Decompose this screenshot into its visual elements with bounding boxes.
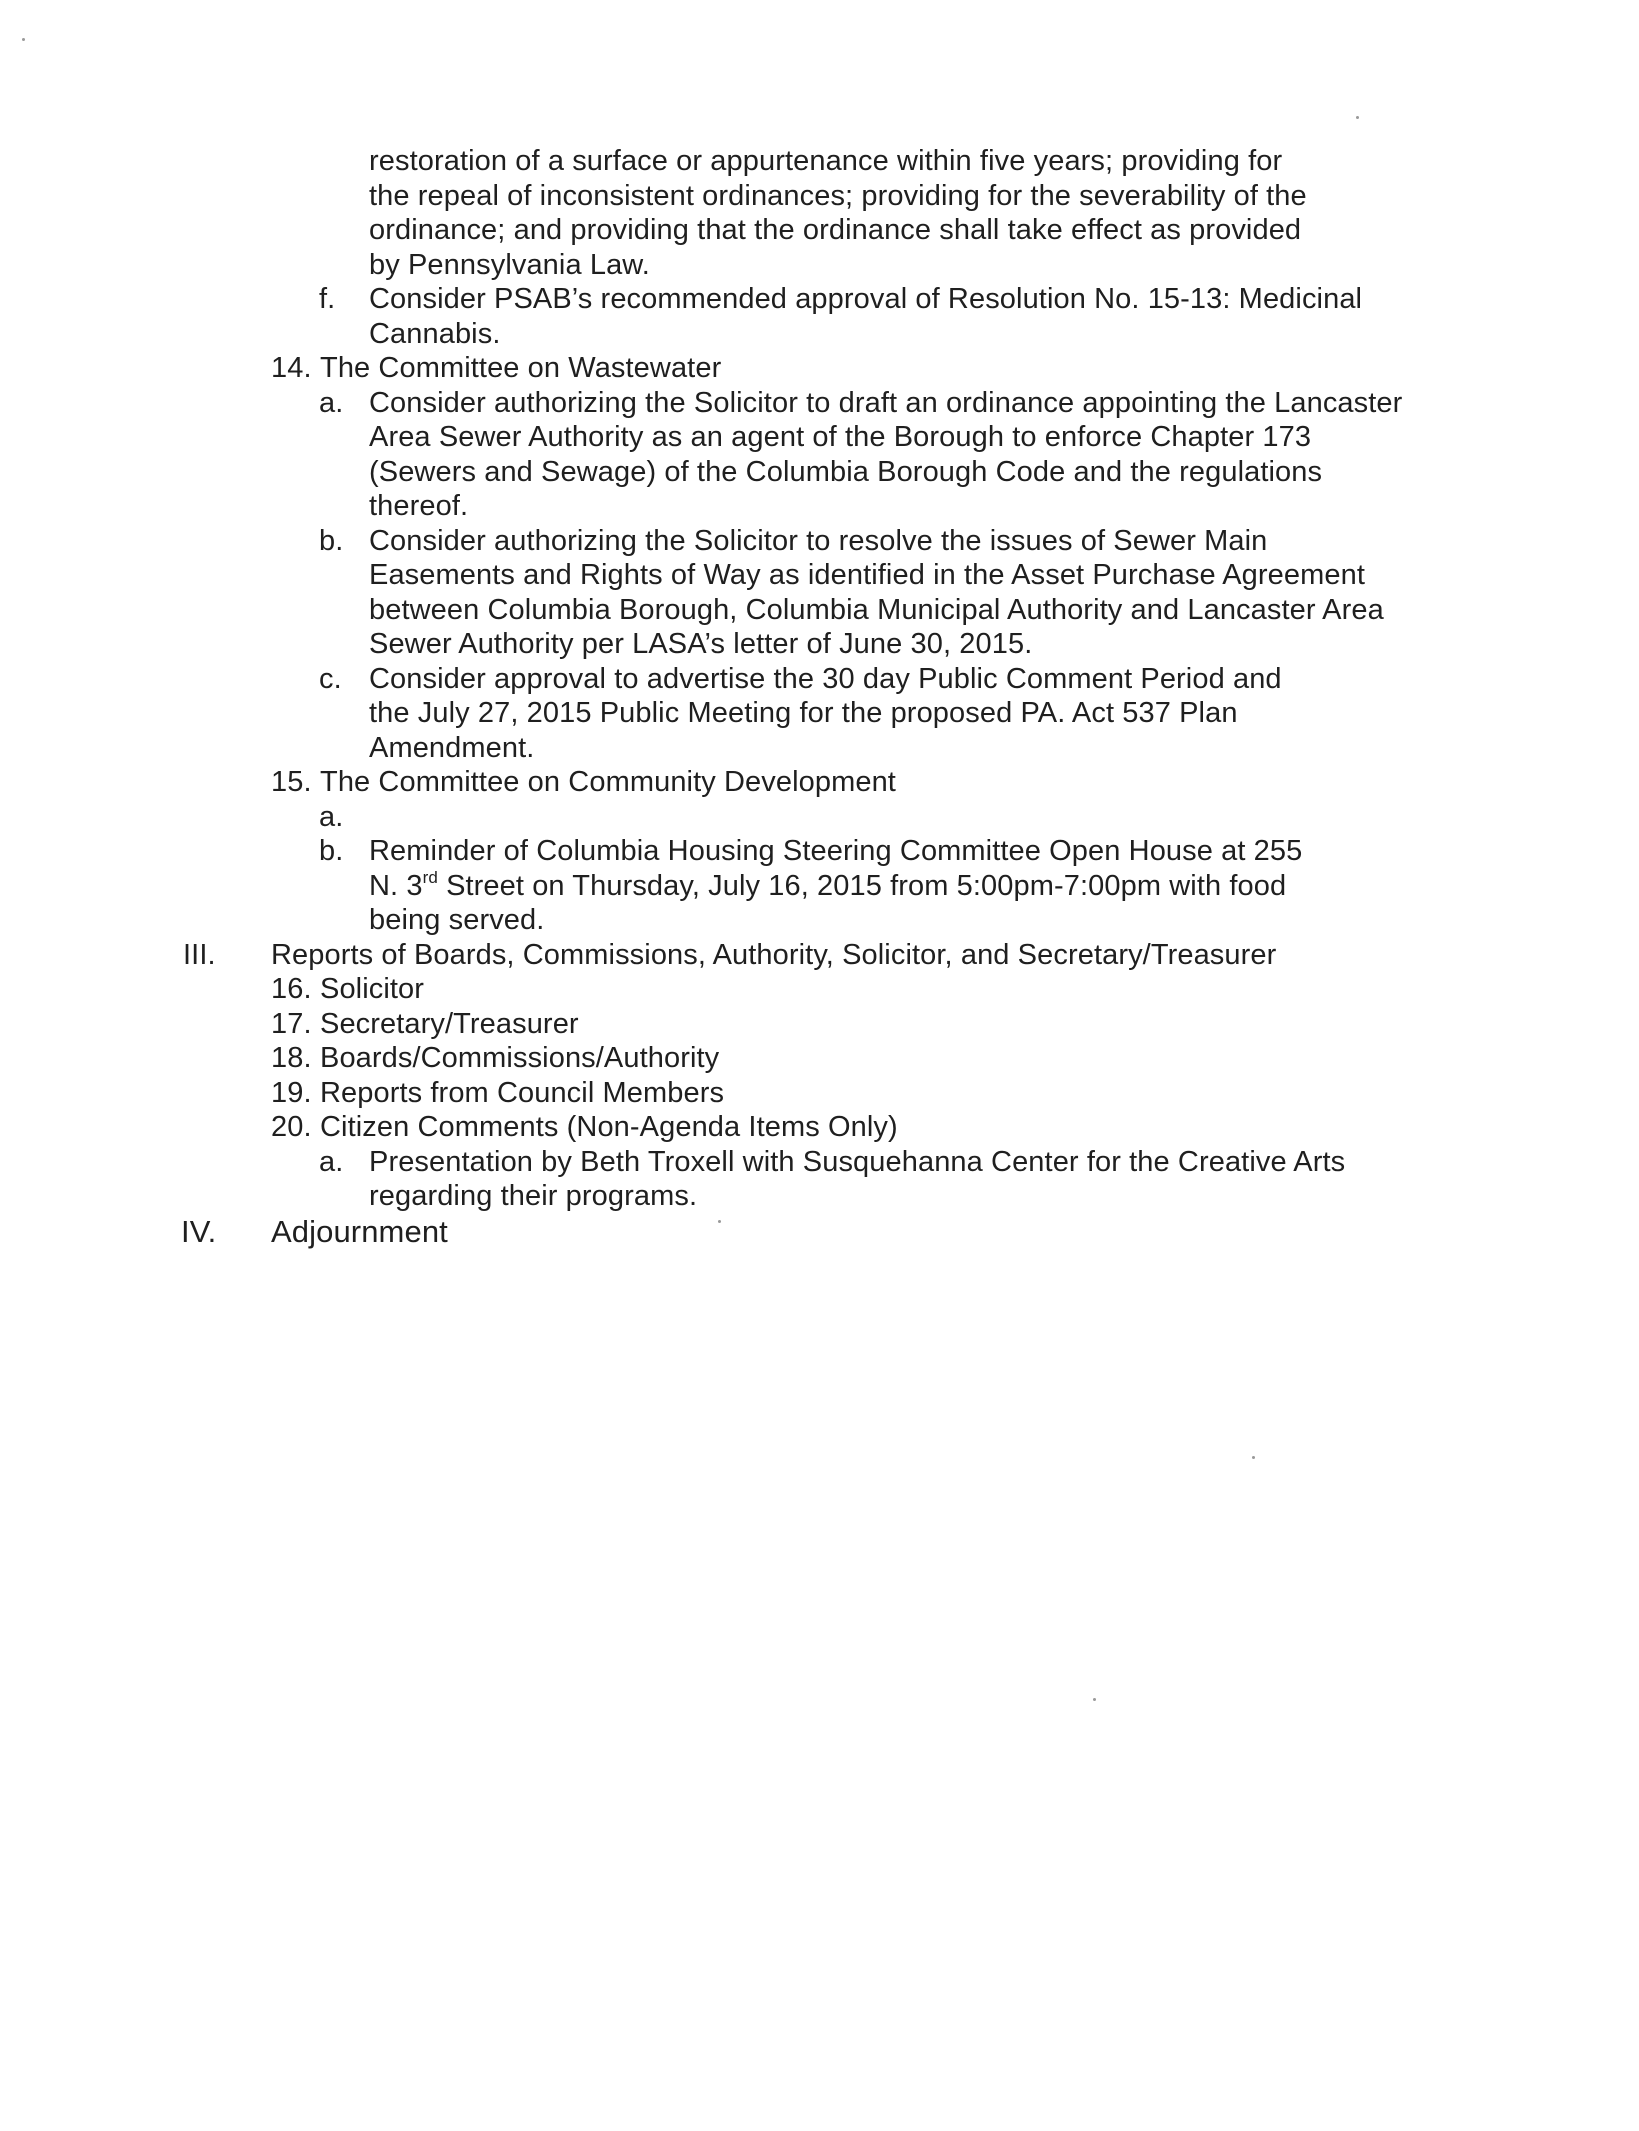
item-14a-text: Area Sewer Authority as an agent of the Borough to enforce Chapter 173 bbox=[369, 421, 1312, 453]
item-18-number: 18. bbox=[271, 1042, 312, 1074]
section-3-title: Reports of Boards, Commissions, Authority, Solicitor, and Secretary/Treasurer bbox=[271, 939, 1277, 971]
scan-speck bbox=[22, 38, 25, 41]
continuation-line: restoration of a surface or appurtenance within five years; providing for bbox=[369, 145, 1283, 177]
scan-speck bbox=[1093, 1698, 1096, 1701]
item-20a-text: Presentation by Beth Troxell with Susquehanna Center for the Creative Arts bbox=[369, 1146, 1346, 1178]
item-15a-marker: a. bbox=[319, 801, 344, 833]
ordinal-suffix: rd bbox=[422, 868, 438, 887]
item-15b-text: being served. bbox=[369, 904, 545, 936]
item-19-label: Reports from Council Members bbox=[320, 1077, 725, 1109]
scan-speck bbox=[1252, 1456, 1255, 1459]
item-f-text: Consider PSAB’s recommended approval of Resolution No. 15-13: Medicinal bbox=[369, 283, 1363, 315]
item-14c-marker: c. bbox=[319, 663, 342, 695]
continuation-line: ordinance; and providing that the ordinance shall take effect as provided bbox=[369, 214, 1302, 246]
item-14a-text: (Sewers and Sewage) of the Columbia Borough Code and the regulations bbox=[369, 456, 1323, 488]
item-15b-text-pre: N. 3 bbox=[369, 870, 423, 902]
scan-speck bbox=[718, 1220, 721, 1223]
item-20a-text: regarding their programs. bbox=[369, 1180, 698, 1212]
item-19-number: 19. bbox=[271, 1077, 312, 1109]
item-15-title: The Committee on Community Development bbox=[320, 766, 896, 798]
item-18-label: Boards/Commissions/Authority bbox=[320, 1042, 720, 1074]
item-f-marker: f. bbox=[319, 283, 336, 315]
item-20-number: 20. bbox=[271, 1111, 312, 1143]
item-17-number: 17. bbox=[271, 1008, 312, 1040]
item-14b-text: Easements and Rights of Way as identified in the Asset Purchase Agreement bbox=[369, 559, 1365, 591]
item-14a-marker: a. bbox=[319, 387, 344, 419]
item-20a-marker: a. bbox=[319, 1146, 344, 1178]
section-4-numeral: IV. bbox=[181, 1214, 217, 1249]
continuation-line: by Pennsylvania Law. bbox=[369, 249, 650, 281]
scan-speck bbox=[1356, 116, 1359, 119]
item-20-label: Citizen Comments (Non-Agenda Items Only) bbox=[320, 1111, 898, 1143]
item-15b-marker: b. bbox=[319, 835, 344, 867]
item-14b-text: Sewer Authority per LASA’s letter of June 30, 2015. bbox=[369, 628, 1033, 660]
item-f-text: Cannabis. bbox=[369, 318, 501, 350]
item-14c-text: the July 27, 2015 Public Meeting for the proposed PA. Act 537 Plan bbox=[369, 697, 1238, 729]
item-14a-text: Consider authorizing the Solicitor to draft an ordinance appointing the Lancaster bbox=[369, 387, 1403, 419]
item-14c-text: Amendment. bbox=[369, 732, 535, 764]
item-16-number: 16. bbox=[271, 973, 312, 1005]
item-14c-text: Consider approval to advertise the 30 day Public Comment Period and bbox=[369, 663, 1282, 695]
item-15b-text-post: Street on Thursday, July 16, 2015 from 5:00pm-7:00pm with food bbox=[437, 870, 1287, 902]
item-15-number: 15. bbox=[271, 766, 312, 798]
item-15b-text bbox=[369, 869, 1286, 903]
section-4-title: Adjournment bbox=[271, 1214, 448, 1249]
item-14b-text: Consider authorizing the Solicitor to resolve the issues of Sewer Main bbox=[369, 525, 1268, 557]
item-14-title: The Committee on Wastewater bbox=[320, 352, 722, 384]
section-3-numeral: III. bbox=[183, 939, 216, 971]
item-14b-text: between Columbia Borough, Columbia Municipal Authority and Lancaster Area bbox=[369, 594, 1384, 626]
item-14a-text: thereof. bbox=[369, 490, 469, 522]
item-14b-marker: b. bbox=[319, 525, 344, 557]
item-17-label: Secretary/Treasurer bbox=[320, 1008, 579, 1040]
item-16-label: Solicitor bbox=[320, 973, 425, 1005]
item-15b-text: Reminder of Columbia Housing Steering Committee Open House at 255 bbox=[369, 835, 1303, 867]
item-14-number: 14. bbox=[271, 352, 312, 384]
continuation-line: the repeal of inconsistent ordinances; providing for the severability of the bbox=[369, 180, 1307, 212]
